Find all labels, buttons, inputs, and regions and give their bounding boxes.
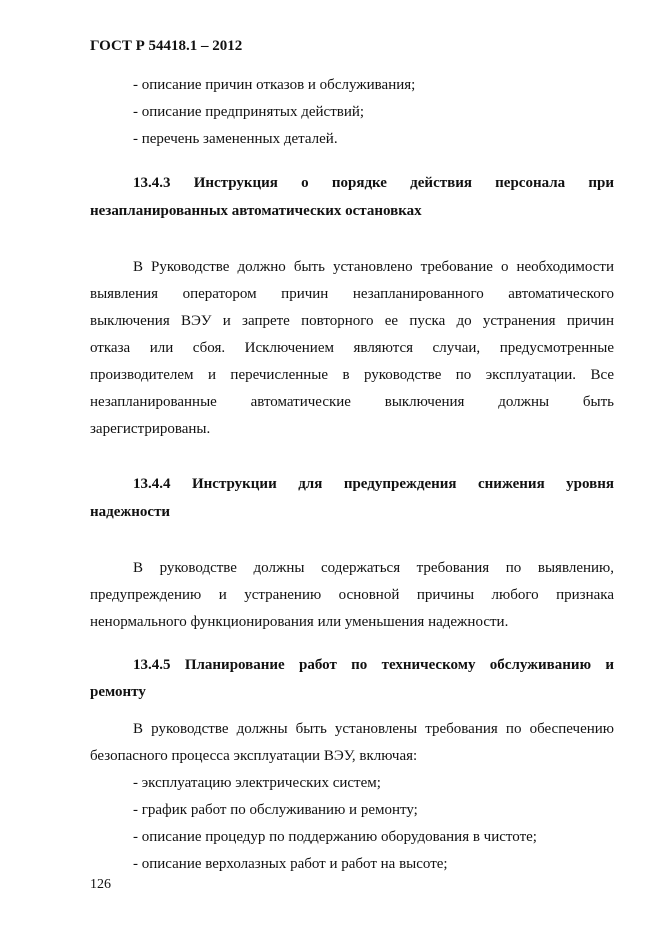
paragraph-line: зарегистрированы.: [90, 421, 211, 437]
paragraph-line: В Руководстве должно быть установлено требование о необходимости: [133, 259, 614, 275]
list-item: - описание предпринятых действий;: [133, 104, 365, 120]
paragraph-line: производителем и перечисленные в руководстве по эксплуатации. Все: [90, 367, 614, 383]
paragraph-line: отказа или сбоя. Исключением являются случаи, предусмотренные: [90, 340, 614, 356]
list-item: - эксплуатацию электрических систем;: [133, 775, 381, 791]
section-heading-13-4-3: 13.4.3 Инструкция о порядке действия персонала при: [133, 175, 614, 191]
list-item: - график работ по обслуживанию и ремонту;: [133, 802, 418, 818]
section-heading-13-4-5-cont: ремонту: [90, 684, 146, 700]
document-header: ГОСТ Р 54418.1 – 2012: [90, 38, 243, 54]
paragraph-line: предупреждению и устранению основной причины любого признака: [90, 587, 614, 603]
page-number: 126: [90, 877, 111, 892]
paragraph-line: выключения ВЭУ и запрете повторного ее пуска до устранения причин: [90, 313, 614, 329]
section-heading-13-4-5: 13.4.5 Планирование работ по техническому обслуживанию и: [133, 657, 614, 673]
section-heading-13-4-4-cont: надежности: [90, 504, 171, 520]
list-item: - описание процедур по поддержанию оборудования в чистоте;: [133, 829, 537, 845]
section-heading-13-4-3-cont: незапланированных автоматических остановках: [90, 203, 422, 219]
paragraph-line: В руководстве должны быть установлены требования по обеспечению: [133, 721, 614, 737]
list-item: - перечень замененных деталей.: [133, 131, 338, 147]
paragraph-line: безопасного процесса эксплуатации ВЭУ, включая:: [90, 748, 418, 764]
paragraph-line: В руководстве должны содержаться требования по выявлению,: [133, 560, 614, 576]
list-item: - описание верхолазных работ и работ на высоте;: [133, 856, 448, 872]
list-item: - описание причин отказов и обслуживания;: [133, 77, 416, 93]
paragraph-line: выявления оператором причин незапланированного автоматического: [90, 286, 614, 302]
section-heading-13-4-4: 13.4.4 Инструкции для предупреждения снижения уровня: [133, 476, 614, 492]
paragraph-line: ненормального функционирования или уменьшения надежности.: [90, 614, 509, 630]
paragraph-line: незапланированные автоматические выключения должны быть: [90, 394, 614, 410]
